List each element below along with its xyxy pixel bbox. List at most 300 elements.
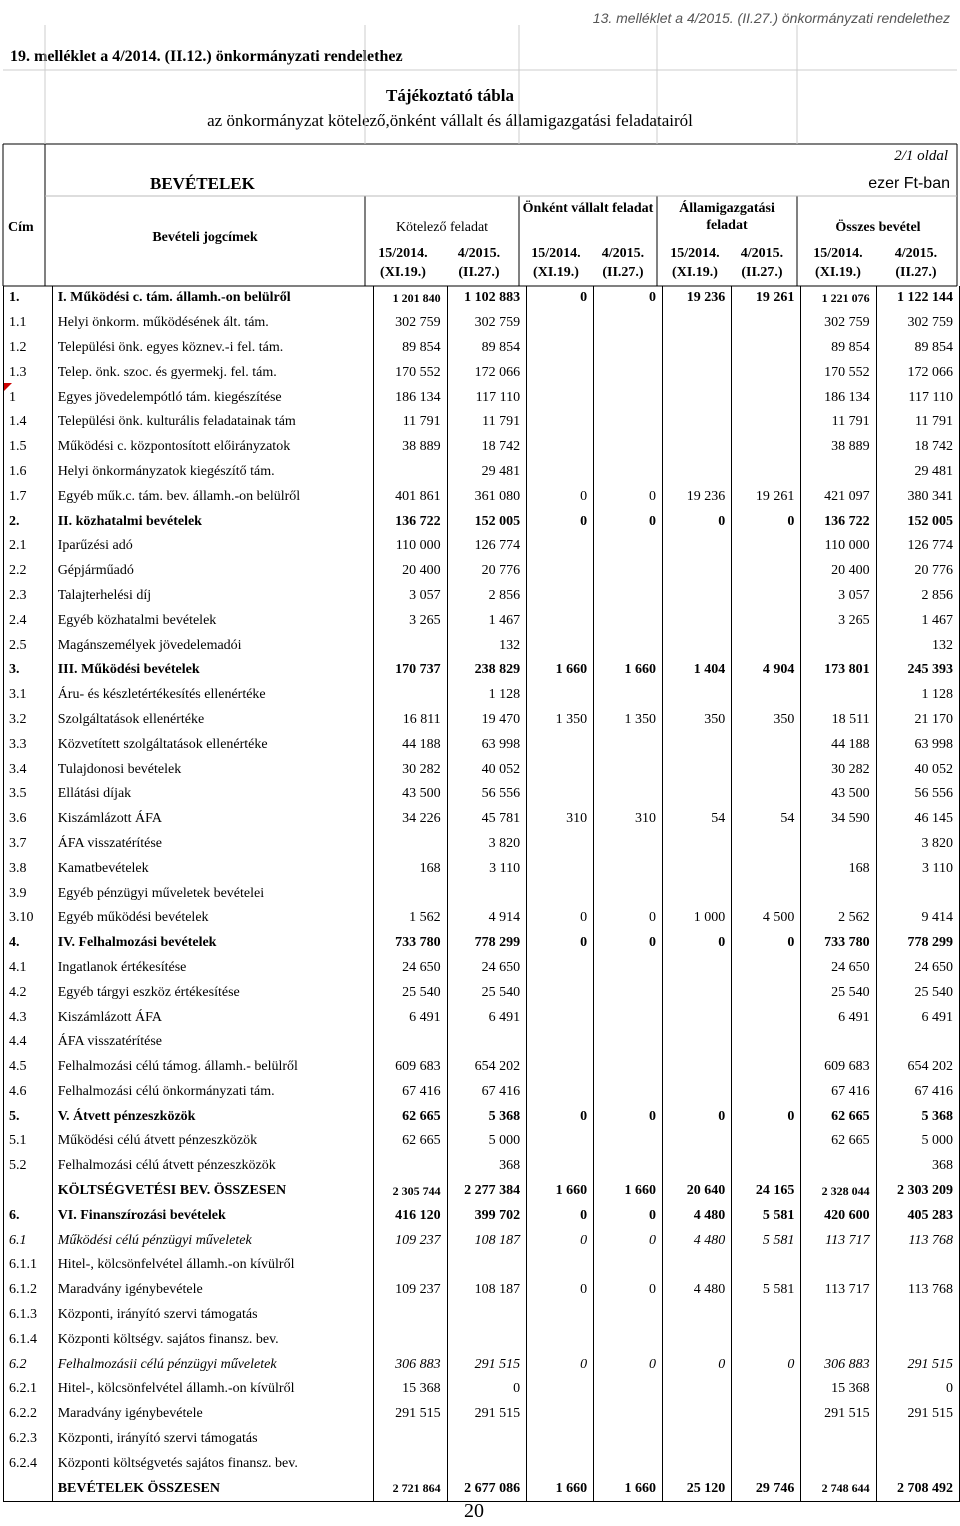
row-value <box>374 1427 447 1452</box>
row-value <box>732 608 801 633</box>
row-value: 2 303 209 <box>876 1179 959 1204</box>
row-value: 3 820 <box>447 832 526 857</box>
row-cim: 6.2.2 <box>4 1402 53 1427</box>
row-value: 18 742 <box>447 435 526 460</box>
row-value: 1 562 <box>374 906 447 931</box>
row-jogcim: Működési célú pénzügyi műveletek <box>52 1228 374 1253</box>
table-row <box>4 881 960 906</box>
row-value <box>527 1377 594 1402</box>
row-value <box>447 1030 526 1055</box>
sub-header-allam-2015: 4/2015. (II.27.) <box>740 246 784 280</box>
row-value: 170 552 <box>801 360 876 385</box>
row-value <box>663 732 732 757</box>
row-value <box>663 683 732 708</box>
group-onkent: Önként vállalt feladat <box>522 201 654 216</box>
row-value <box>594 1030 663 1055</box>
row-value: 25 540 <box>447 980 526 1005</box>
row-value <box>527 1327 594 1352</box>
row-value <box>527 856 594 881</box>
row-value: 168 <box>801 856 876 881</box>
row-value: 44 188 <box>801 732 876 757</box>
row-value <box>527 732 594 757</box>
row-value: 1 404 <box>663 658 732 683</box>
row-value <box>594 534 663 559</box>
row-value: 0 <box>594 906 663 931</box>
group-osszes: Összes bevétel <box>835 220 921 235</box>
row-value: 109 237 <box>374 1228 447 1253</box>
table-row <box>4 1104 960 1129</box>
row-cim: 1.7 <box>4 484 53 509</box>
row-jogcim: Egyéb pénzügyi műveletek bevételei <box>52 881 374 906</box>
row-jogcim: Egyéb működési bevételek <box>52 906 374 931</box>
row-value: 0 <box>732 1104 801 1129</box>
table-row <box>4 584 960 609</box>
row-jogcim: Szolgáltatások ellenértéke <box>52 708 374 733</box>
row-jogcim: Egyéb tárgyi eszköz értékesítése <box>52 980 374 1005</box>
row-cim: 2.2 <box>4 559 53 584</box>
row-value <box>594 1253 663 1278</box>
table-row <box>4 559 960 584</box>
row-value <box>663 1303 732 1328</box>
table-row <box>4 286 960 311</box>
row-value: 238 829 <box>447 658 526 683</box>
row-value <box>527 782 594 807</box>
row-value <box>732 683 801 708</box>
row-value <box>594 1005 663 1030</box>
row-value: 5 581 <box>732 1278 801 1303</box>
row-value <box>732 559 801 584</box>
row-jogcim: Felhalmozásii célú pénzügyi műveletek <box>52 1352 374 1377</box>
row-value <box>527 956 594 981</box>
row-value: 733 780 <box>374 931 447 956</box>
row-value: 302 759 <box>447 311 526 336</box>
row-value <box>732 410 801 435</box>
row-cim: 1.5 <box>4 435 53 460</box>
table-row <box>4 484 960 509</box>
row-value: 0 <box>663 931 732 956</box>
row-jogcim: Központi, irányító szervi támogatás <box>52 1303 374 1328</box>
row-value: 89 854 <box>447 336 526 361</box>
row-value <box>447 881 526 906</box>
row-value: 1 660 <box>527 1476 594 1501</box>
row-value <box>594 584 663 609</box>
table-row <box>4 1377 960 1402</box>
table-row <box>4 435 960 460</box>
row-jogcim: Központi költségv. sajátos finansz. bev. <box>52 1327 374 1352</box>
row-value: 0 <box>527 484 594 509</box>
row-value: 2 677 086 <box>447 1476 526 1501</box>
row-value: 63 998 <box>876 732 959 757</box>
table-row <box>4 460 960 485</box>
row-value <box>594 980 663 1005</box>
row-value <box>527 1451 594 1476</box>
row-value: 109 237 <box>374 1278 447 1303</box>
row-value <box>527 311 594 336</box>
row-value: 0 <box>594 1278 663 1303</box>
row-jogcim: ÁFA visszatérítése <box>52 832 374 857</box>
sub-header-kotelezo-2014: 15/2014. (XI.19.) <box>378 246 428 280</box>
row-value <box>527 1030 594 1055</box>
row-value: 0 <box>594 1104 663 1129</box>
row-value: 29 746 <box>732 1476 801 1501</box>
row-jogcim: KÖLTSÉGVETÉSI BEV. ÖSSZESEN <box>52 1179 374 1204</box>
row-value <box>594 683 663 708</box>
row-cim: 3.10 <box>4 906 53 931</box>
row-value <box>732 435 801 460</box>
row-value: 186 134 <box>374 385 447 410</box>
row-cim: 4.6 <box>4 1080 53 1105</box>
row-value <box>732 460 801 485</box>
row-value: 34 226 <box>374 807 447 832</box>
row-jogcim: Maradvány igénybevétele <box>52 1278 374 1303</box>
row-cim: 6.2.1 <box>4 1377 53 1402</box>
row-value: 62 665 <box>801 1129 876 1154</box>
row-value <box>732 980 801 1005</box>
row-value <box>527 1253 594 1278</box>
row-value: 306 883 <box>801 1352 876 1377</box>
table-row <box>4 1402 960 1427</box>
annex-reference-previous: 19. melléklet a 4/2014. (II.12.) önkormányzati rendelethez <box>10 48 403 65</box>
row-value <box>732 1030 801 1055</box>
row-value <box>663 832 732 857</box>
row-value: 62 665 <box>374 1129 447 1154</box>
row-cim: 4.4 <box>4 1030 53 1055</box>
row-jogcim: Kiszámlázott ÁFA <box>52 807 374 832</box>
row-value: 1 660 <box>594 1476 663 1501</box>
group-allamigazgatasi: Államigazgatási feladat <box>679 201 775 233</box>
row-value: 0 <box>527 1352 594 1377</box>
row-value <box>527 336 594 361</box>
row-value: 291 515 <box>801 1402 876 1427</box>
row-value <box>663 881 732 906</box>
row-value <box>732 832 801 857</box>
row-cim: 2.3 <box>4 584 53 609</box>
section-title: BEVÉTELEK <box>150 174 255 193</box>
row-value <box>527 608 594 633</box>
row-value: 0 <box>594 509 663 534</box>
row-value <box>527 1154 594 1179</box>
row-value <box>374 881 447 906</box>
row-value: 291 515 <box>447 1402 526 1427</box>
table-row <box>4 1278 960 1303</box>
row-value <box>663 385 732 410</box>
row-cim: 2.4 <box>4 608 53 633</box>
row-value: 291 515 <box>374 1402 447 1427</box>
row-value: 733 780 <box>801 931 876 956</box>
row-value <box>801 1451 876 1476</box>
row-value: 302 759 <box>374 311 447 336</box>
row-value <box>732 1005 801 1030</box>
row-value: 30 282 <box>801 757 876 782</box>
row-value <box>732 1377 801 1402</box>
row-jogcim: Egyéb közhatalmi bevételek <box>52 608 374 633</box>
row-value <box>527 584 594 609</box>
row-value: 62 665 <box>801 1104 876 1129</box>
row-value: 34 590 <box>801 807 876 832</box>
row-value: 291 515 <box>447 1352 526 1377</box>
row-cim: 6.1 <box>4 1228 53 1253</box>
col-header-jogcim: Bevételi jogcímek <box>152 230 258 245</box>
page-number: 20 <box>464 1500 484 1522</box>
row-value <box>801 1253 876 1278</box>
table-row <box>4 1476 960 1501</box>
row-value <box>527 1303 594 1328</box>
row-jogcim: Kamatbevételek <box>52 856 374 881</box>
table-row <box>4 1253 960 1278</box>
row-jogcim: Települési önk. egyes köznev.-i fel. tám. <box>52 336 374 361</box>
row-value: 21 170 <box>876 708 959 733</box>
row-value: 132 <box>447 633 526 658</box>
row-jogcim: I. Működési c. tám. államh.-on belülről <box>52 286 374 311</box>
row-value: 63 998 <box>447 732 526 757</box>
row-value: 38 889 <box>374 435 447 460</box>
row-value: 0 <box>594 931 663 956</box>
row-value: 25 120 <box>663 1476 732 1501</box>
row-jogcim: Egyes jövedelempótló tám. kiegészítése <box>52 385 374 410</box>
row-value: 302 759 <box>801 311 876 336</box>
row-value <box>527 410 594 435</box>
row-value: 4 480 <box>663 1278 732 1303</box>
row-value <box>594 385 663 410</box>
row-value: 172 066 <box>447 360 526 385</box>
row-jogcim: Magánszemélyek jövedelemadói <box>52 633 374 658</box>
sub-header-onkent-2015: 4/2015. (II.27.) <box>601 246 645 280</box>
row-value: 0 <box>594 484 663 509</box>
table-row <box>4 1427 960 1452</box>
row-value <box>732 1427 801 1452</box>
row-cim: 4.2 <box>4 980 53 1005</box>
row-value: 136 722 <box>801 509 876 534</box>
row-value: 18 511 <box>801 708 876 733</box>
row-value: 0 <box>732 931 801 956</box>
row-value: 1 122 144 <box>876 286 959 311</box>
page-note: 2/1 oldal <box>894 148 948 164</box>
row-value: 89 854 <box>876 336 959 361</box>
row-value: 173 801 <box>801 658 876 683</box>
row-value: 16 811 <box>374 708 447 733</box>
row-value: 6 491 <box>801 1005 876 1030</box>
row-cim: 3.1 <box>4 683 53 708</box>
row-value <box>732 1402 801 1427</box>
row-value: 654 202 <box>876 1055 959 1080</box>
row-value: 24 650 <box>801 956 876 981</box>
row-value <box>527 1080 594 1105</box>
row-value: 654 202 <box>447 1055 526 1080</box>
row-jogcim: Működési c. központosított előirányzatok <box>52 435 374 460</box>
row-value: 117 110 <box>876 385 959 410</box>
row-value <box>663 460 732 485</box>
row-value: 67 416 <box>447 1080 526 1105</box>
row-value: 29 481 <box>447 460 526 485</box>
row-value: 0 <box>527 931 594 956</box>
row-value: 3 265 <box>374 608 447 633</box>
table-row <box>4 856 960 881</box>
row-value: 43 500 <box>801 782 876 807</box>
row-value: 302 759 <box>876 311 959 336</box>
row-jogcim: Tulajdonosi bevételek <box>52 757 374 782</box>
row-value <box>374 1451 447 1476</box>
table-row <box>4 360 960 385</box>
row-value <box>801 683 876 708</box>
row-jogcim: BEVÉTELEK ÖSSZESEN <box>52 1476 374 1501</box>
row-value <box>527 360 594 385</box>
row-value: 5 581 <box>732 1203 801 1228</box>
table-row <box>4 1179 960 1204</box>
row-value: 2 856 <box>447 584 526 609</box>
row-value <box>663 633 732 658</box>
row-value: 136 722 <box>374 509 447 534</box>
row-value: 54 <box>732 807 801 832</box>
row-cim: 1.1 <box>4 311 53 336</box>
row-jogcim: Központi költségvetés sajátos finansz. bev. <box>52 1451 374 1476</box>
row-value: 0 <box>527 906 594 931</box>
row-value: 310 <box>527 807 594 832</box>
row-value: 43 500 <box>374 782 447 807</box>
row-value: 1 221 076 <box>801 286 876 311</box>
row-value <box>594 608 663 633</box>
row-jogcim: Központi, irányító szervi támogatás <box>52 1427 374 1452</box>
row-value <box>594 1377 663 1402</box>
table-row <box>4 633 960 658</box>
table-row <box>4 1080 960 1105</box>
table-row <box>4 732 960 757</box>
row-value <box>876 1253 959 1278</box>
row-value <box>732 1055 801 1080</box>
row-value <box>732 757 801 782</box>
row-value <box>663 757 732 782</box>
sub-header-osszes-2014: 15/2014. (XI.19.) <box>813 246 863 280</box>
row-value <box>663 1154 732 1179</box>
row-jogcim: VI. Finanszírozási bevételek <box>52 1203 374 1228</box>
row-value: 40 052 <box>876 757 959 782</box>
row-value <box>663 1451 732 1476</box>
row-value <box>732 856 801 881</box>
row-value <box>594 336 663 361</box>
row-value: 0 <box>527 1228 594 1253</box>
row-value: 0 <box>663 1104 732 1129</box>
row-jogcim: Iparűzési adó <box>52 534 374 559</box>
row-value <box>732 1303 801 1328</box>
row-cim: 6.1.2 <box>4 1278 53 1303</box>
row-value <box>663 980 732 1005</box>
table-row <box>4 931 960 956</box>
row-value: 11 791 <box>447 410 526 435</box>
row-value: 25 540 <box>801 980 876 1005</box>
row-value: 5 368 <box>876 1104 959 1129</box>
row-value <box>527 1055 594 1080</box>
row-value <box>374 1327 447 1352</box>
row-value: 20 400 <box>801 559 876 584</box>
row-value <box>732 1080 801 1105</box>
row-value: 5 000 <box>447 1129 526 1154</box>
table-row <box>4 336 960 361</box>
row-value <box>876 881 959 906</box>
row-value: 0 <box>527 1278 594 1303</box>
row-value <box>594 881 663 906</box>
row-value: 113 768 <box>876 1228 959 1253</box>
row-value <box>663 1080 732 1105</box>
row-value <box>594 757 663 782</box>
row-value: 11 791 <box>876 410 959 435</box>
row-value: 609 683 <box>374 1055 447 1080</box>
sub-header-kotelezo-2015: 4/2015. (II.27.) <box>457 246 501 280</box>
row-value <box>801 881 876 906</box>
table-row <box>4 534 960 559</box>
row-value: 4 914 <box>447 906 526 931</box>
row-value: 62 665 <box>374 1104 447 1129</box>
row-value <box>876 1451 959 1476</box>
row-cim: 4.5 <box>4 1055 53 1080</box>
row-value: 1 660 <box>594 658 663 683</box>
row-value: 4 480 <box>663 1228 732 1253</box>
row-value <box>732 336 801 361</box>
document-subtitle: az önkormányzat kötelező,önként vállalt és államigazgatási feladatairól <box>207 111 693 130</box>
row-value: 306 883 <box>374 1352 447 1377</box>
table-row <box>4 782 960 807</box>
row-value: 421 097 <box>801 484 876 509</box>
row-value: 56 556 <box>876 782 959 807</box>
table-row <box>4 757 960 782</box>
row-value: 117 110 <box>447 385 526 410</box>
row-value: 0 <box>732 1352 801 1377</box>
row-value <box>594 1303 663 1328</box>
row-cim <box>4 1179 53 1204</box>
row-value: 89 854 <box>801 336 876 361</box>
row-value <box>801 1427 876 1452</box>
row-jogcim: Maradvány igénybevétele <box>52 1402 374 1427</box>
row-value: 0 <box>447 1377 526 1402</box>
row-value <box>732 782 801 807</box>
row-value: 5 000 <box>876 1129 959 1154</box>
row-value: 368 <box>876 1154 959 1179</box>
row-value: 368 <box>447 1154 526 1179</box>
row-value: 1 350 <box>527 708 594 733</box>
row-value <box>594 410 663 435</box>
row-value <box>374 1030 447 1055</box>
table-row <box>4 1327 960 1352</box>
table-row <box>4 1154 960 1179</box>
row-value <box>732 956 801 981</box>
row-value: 0 <box>594 1352 663 1377</box>
row-cim: 3.4 <box>4 757 53 782</box>
row-value <box>663 1377 732 1402</box>
row-value <box>663 1005 732 1030</box>
row-value: 1 350 <box>594 708 663 733</box>
row-value: 4 480 <box>663 1203 732 1228</box>
row-value <box>594 633 663 658</box>
table-row <box>4 1228 960 1253</box>
table-row <box>4 1451 960 1476</box>
row-value: 2 305 744 <box>374 1179 447 1204</box>
row-value <box>374 832 447 857</box>
row-value <box>447 1427 526 1452</box>
row-value <box>663 956 732 981</box>
row-value: 2 856 <box>876 584 959 609</box>
row-value: 3 820 <box>876 832 959 857</box>
row-value: 291 515 <box>876 1352 959 1377</box>
row-value: 401 861 <box>374 484 447 509</box>
row-value <box>527 683 594 708</box>
row-value <box>594 1055 663 1080</box>
row-value <box>374 460 447 485</box>
row-value <box>594 1129 663 1154</box>
row-value: 20 776 <box>876 559 959 584</box>
row-value: 416 120 <box>374 1203 447 1228</box>
row-cim <box>4 1476 53 1501</box>
row-cim: 1.2 <box>4 336 53 361</box>
row-cim: 2.5 <box>4 633 53 658</box>
row-value <box>527 460 594 485</box>
